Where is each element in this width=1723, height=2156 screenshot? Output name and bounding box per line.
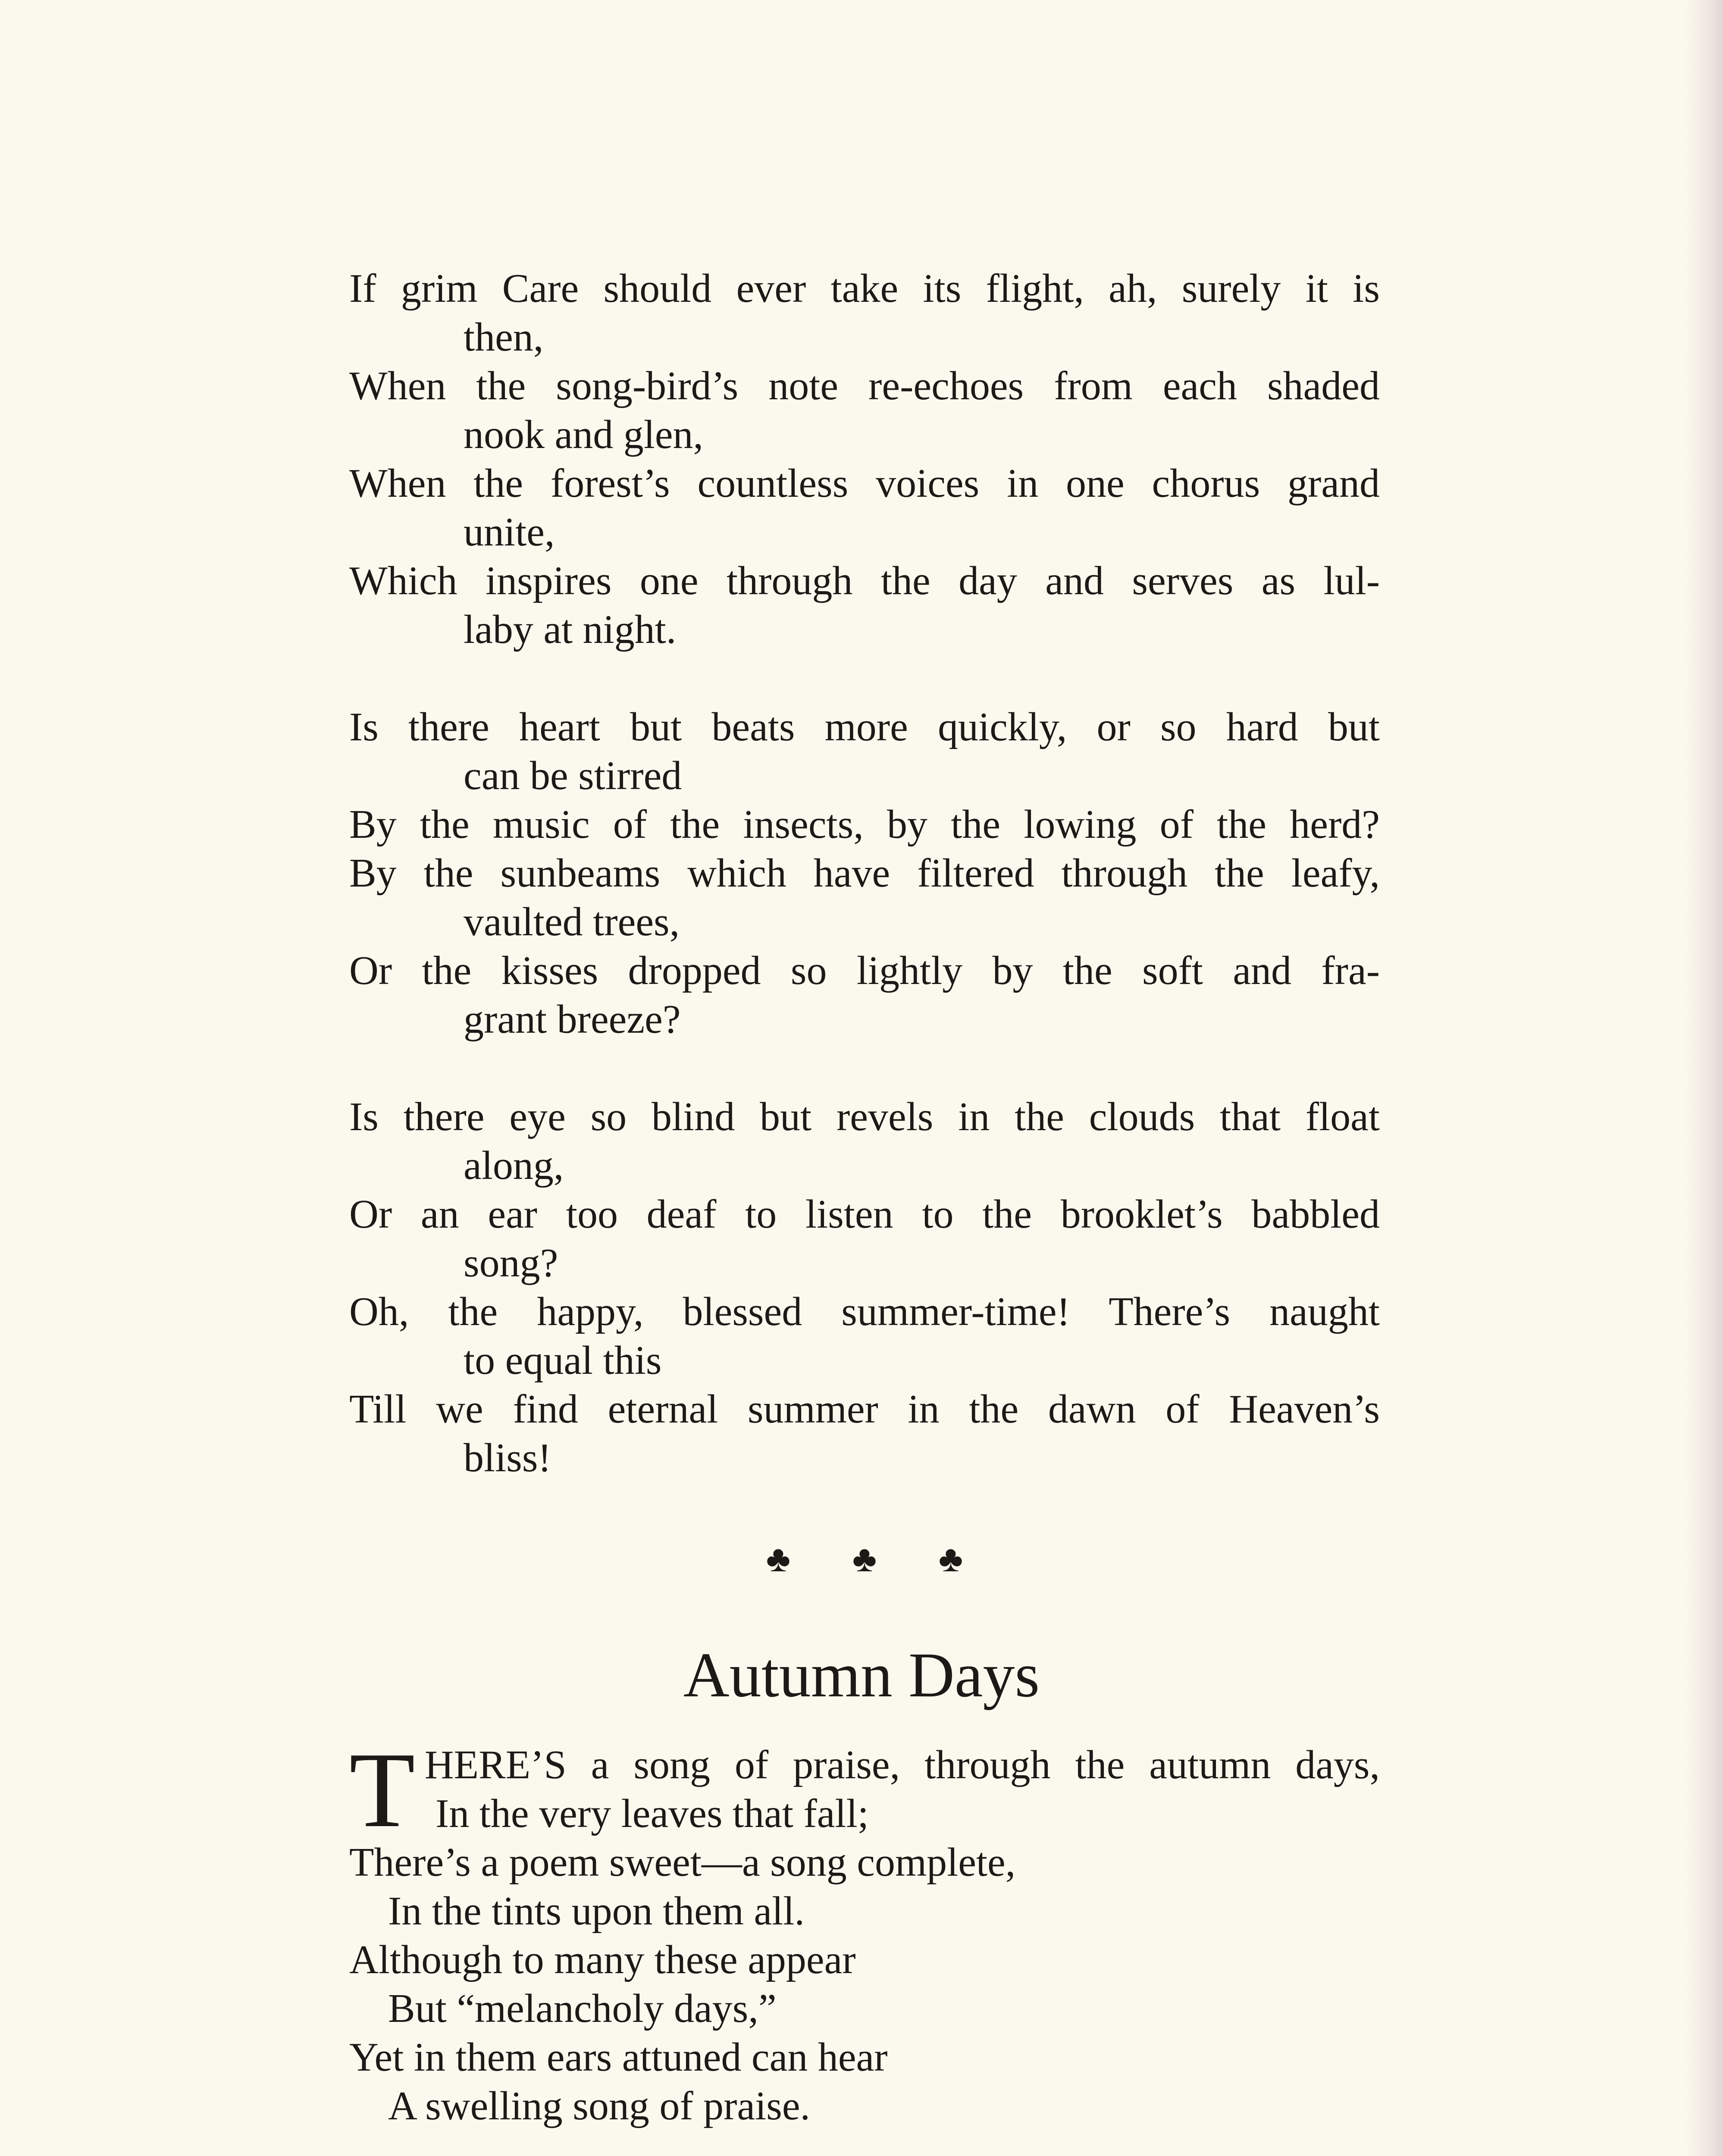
poem-line: Which inspires one through the day and serves as lul- [349,558,1380,603]
poem-line-continuation: can be stirred [464,753,682,798]
poem-line: Or the kisses dropped so lightly by the soft and fra- [349,948,1380,993]
poem-line-continuation: bliss! [464,1435,551,1480]
poem-line: Or an ear too deaf to listen to the brooklet’s babbled [349,1192,1380,1237]
poem-line: Is there eye so blind but revels in the clouds that float [349,1094,1380,1139]
poem-line: By the sunbeams which have filtered through the leafy, [349,851,1380,896]
poem-line: If grim Care should ever take its flight, ah, surely it is [349,266,1380,311]
club-ornament-icon: ♣ [938,1538,963,1579]
poem-line-continuation: unite, [464,510,555,555]
poem-title: Autumn Days [683,1640,1040,1711]
poem-line: By the music of the insects, by the lowing of the herd? [349,802,1380,847]
page-edge-shading [1684,0,1723,2156]
stanza-gap [349,1044,1380,1093]
poem-line-continuation: vaulted trees, [464,899,680,944]
poem-line: HERE’S a song of praise, through the autumn days, [424,1742,1380,1787]
poem-line: When the forest’s countless voices in one chorus grand [349,461,1380,506]
poem-line-continuation: song? [464,1241,558,1285]
poem-line: Although to many these appear [349,1937,856,1982]
poem-line-continuation: laby at night. [464,607,677,652]
poem-line: Oh, the happy, blessed summer-time! There’s naught [349,1289,1380,1334]
poem-line: A swelling song of praise. [388,2084,811,2128]
poem-line: In the very leaves that fall; [435,1791,869,1836]
poem-line: Is there heart but beats more quickly, or so hard but [349,705,1380,749]
section-divider-ornaments [759,1537,970,1580]
poem-line: Yet in them ears attuned can hear [349,2035,888,2080]
poem-line-continuation: grant breeze? [464,997,681,1042]
stanza-3 [349,1093,1380,1482]
club-ornament-icon: ♣ [766,1538,791,1579]
poem-line-continuation: along, [464,1143,564,1188]
poem-line-continuation: to equal this [464,1338,662,1383]
poem-line-continuation: then, [464,315,544,360]
autumn-days-poem [349,1730,1380,2131]
summer-poem [349,264,1380,1482]
drop-cap: T [349,1730,415,1850]
poem-line-continuation: nook and glen, [464,412,704,457]
poem-line: In the tints upon them all. [388,1889,805,1934]
poem-line: Till we find eternal summer in the dawn of Heaven’s [349,1387,1380,1432]
stanza-1 [349,264,1380,654]
club-ornament-icon: ♣ [852,1538,877,1579]
stanza-2 [349,703,1380,1044]
poem-line: There’s a poem sweet—a song complete, [349,1840,1016,1885]
poem-line: But “melancholy days,” [388,1986,777,2031]
poem-line: When the song-bird’s note re-echoes from each shaded [349,364,1380,408]
stanza-gap [349,654,1380,703]
